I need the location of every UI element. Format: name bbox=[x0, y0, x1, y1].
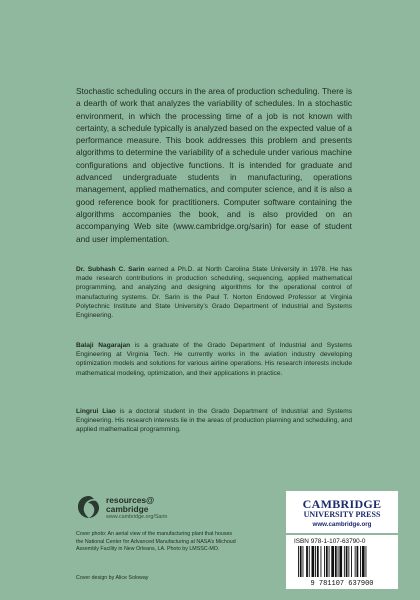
barcode-bar bbox=[338, 546, 339, 577]
barcode-digits: 9 781107 637900 bbox=[310, 580, 374, 587]
author-bio-liao bbox=[76, 407, 352, 435]
author-bio-sarin bbox=[76, 265, 352, 320]
publisher-web[interactable]: www.cambridge.org bbox=[312, 521, 372, 528]
barcode-bar bbox=[298, 546, 299, 577]
barcode-bars bbox=[298, 546, 366, 577]
resources-url[interactable]: www.cambridge.org/Sarin bbox=[106, 514, 168, 520]
barcode-bar bbox=[317, 546, 319, 577]
barcode bbox=[290, 546, 394, 587]
author-name: Lingrui Liao bbox=[76, 408, 116, 415]
barcode-bar bbox=[303, 546, 304, 577]
barcode-bar bbox=[355, 546, 356, 577]
barcode-bar bbox=[324, 546, 325, 577]
barcode-block bbox=[286, 535, 398, 589]
barcode-bar bbox=[331, 546, 334, 577]
barcode-bar bbox=[335, 546, 337, 577]
book-description: Stochastic scheduling occurs in the area of production scheduling. There is a dearth of work that analyzes the variability of schedules. In a stochastic environment, in which the processing time of a job is not known with certainty, a schedule typically is analyzed based on the expected value of a performance measure. This book addresses this problem and presents algorithms to determine the variability of a schedule under various machine configurations and objective functions. It is intended for graduate and advanced undergraduate students in manufacturing, operations management, applied mathematics, and computer science, and it is also a good reference book for practitioners. Computer software containing the algorithms accompanies the book, and is also provided on an accompanying Web site (www.cambridge.org/sarin) for ease of student and user implementation. bbox=[76, 86, 352, 244]
author-name: Balaji Nagarajan bbox=[76, 342, 131, 349]
publisher-press: UNIVERSITY PRESS bbox=[303, 510, 381, 519]
barcode-bar bbox=[351, 546, 352, 577]
barcode-bar bbox=[326, 546, 328, 577]
barcode-bar bbox=[306, 546, 308, 577]
barcode-bar bbox=[329, 546, 330, 577]
resources-line2: cambridge bbox=[106, 504, 149, 514]
cover-photo-credit: Cover photo: An aerial view of the manufacturing plant that houses the National Center for Advanced Manufacturing at NASA’s Michoud Assembly Facility in New Orleans, LA. Photo by LMSSC-MO. bbox=[76, 531, 236, 553]
barcode-bar bbox=[300, 546, 302, 577]
publisher-name: CAMBRIDGE bbox=[302, 497, 382, 511]
author-name: Dr. Subhash C. Sarin bbox=[76, 266, 145, 273]
publisher-logo bbox=[286, 491, 398, 533]
author-bio-text: earned a Ph.D. at North Carolina State University in 1978. He has made research contributions in production scheduling, sequencing, applied mathematical programming, and analyzing and designing algorithms for the operational control of manufacturing systems. Dr. Sarin is the Paul T. Norton Endowed Professor at Virginia Polytechnic Institute and State University’s Grado Department of Industrial and Systems Engineering. bbox=[76, 266, 352, 320]
isbn-text: ISBN 978-1-107-63790-0 bbox=[294, 538, 366, 545]
barcode-bar bbox=[315, 546, 316, 577]
barcode-bar bbox=[346, 546, 348, 577]
cover-design-credit: Cover design by Alice Soloway bbox=[76, 575, 149, 581]
author-bio-text: is a graduate of the Grado Department of Industrial and Systems Engineering at Virginia Tech. He currently works in the aviation industry developing optimization models and solutions for various airline operations. His research interests include mathematical modeling, optimization, and their applications in practice. bbox=[76, 342, 352, 377]
barcode-bar bbox=[321, 546, 322, 577]
author-bio-text: is a doctoral student in the Grado Department of Industrial and Systems Engineering. His research interests lie in the areas of production planning and scheduling, and applied mathematical programming. bbox=[76, 408, 352, 434]
resources-line1: resources bbox=[106, 495, 147, 505]
barcode-bar bbox=[309, 546, 310, 577]
at-icon: @ bbox=[146, 495, 155, 505]
barcode-bar bbox=[348, 546, 349, 577]
barcode-bar bbox=[339, 546, 342, 577]
author-bio-nagarajan bbox=[76, 341, 352, 378]
resources-logo bbox=[76, 492, 196, 528]
barcode-bar bbox=[312, 546, 315, 577]
resources-swirl-icon bbox=[76, 494, 102, 520]
barcode-bar bbox=[366, 546, 367, 577]
barcode-bar bbox=[362, 546, 365, 577]
barcode-bar bbox=[360, 546, 361, 577]
barcode-bar bbox=[357, 546, 359, 577]
barcode-bar bbox=[344, 546, 345, 577]
